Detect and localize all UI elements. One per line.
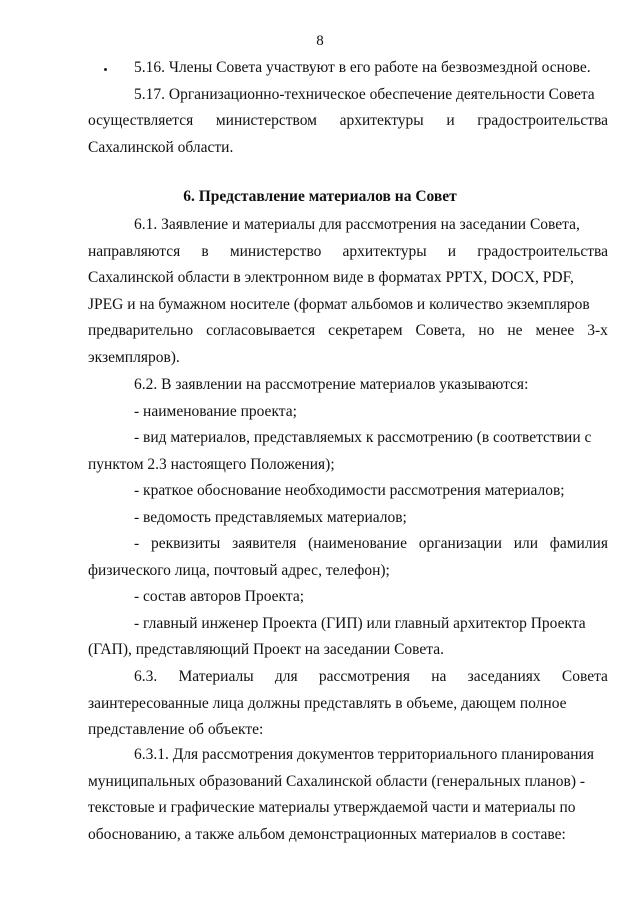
list-item-continuation: (ГАП), представляющий Проект на заседании Совета. [88,641,444,658]
paragraph-6-1 [88,212,608,371]
paragraph-5-17-line-1: 5.17. Организационно-техническое обеспечение деятельности Совета [134,85,595,103]
word: 6.3. [134,668,158,685]
paragraph-6-3-1-line-2: муниципальных образований Сахалинской области (генеральных планов) - [88,772,586,790]
paragraph-6-3-1 [88,742,608,848]
word: 3-х [587,322,608,339]
word: заседаниях [467,668,541,685]
word: фамилия [549,535,608,552]
paragraph-6-1-line-5 [88,318,608,345]
paragraph-6-3-line-2: заинтересованные лица должны представлять в объеме, дающем полное [88,694,567,712]
paragraph-6-1-line-3: Сахалинской области в электронном виде в форматах PPTX, DOCX, PDF, [88,269,574,286]
list-item: - состав авторов Проекта; [134,588,305,605]
word: не [507,322,523,339]
word: - [134,535,140,552]
paragraph-5-17-line-2 [88,108,608,135]
list-item: - вид материалов, представляемых к рассмотрению (в соответствии с [134,429,592,446]
word: организации [418,535,502,552]
paragraph-6-1-line-4: JPEG и на бумажном носителе (формат альбомов и количество экземпляров [88,295,590,313]
word: архитектуры [342,242,427,260]
list-item-continuation: физического лица, почтовый адрес, телефон); [88,561,390,579]
paragraph-6-2 [88,372,608,664]
word: градостроительства [477,112,608,129]
word: согласовывается [206,322,316,339]
word: осуществляется [88,112,194,129]
list-item: - наименование проекта; [134,402,297,420]
word: или [513,535,539,552]
paragraph-6-3-1-line-4: обоснованию, а также альбом демонстрационных материалов в составе: [88,825,566,843]
paragraph-6-1-line-6: экземпляров). [88,348,180,366]
list-item-continuation: пунктом 2.3 настоящего Положения); [88,455,335,473]
paragraph-6-3-1-line-1: 6.3.1. Для рассмотрения документов территориального планирования [134,746,594,763]
word: реквизиты [150,535,221,552]
word: и [447,242,457,260]
list-item [88,531,608,558]
paragraph-5-17-line-3: Сахалинской области. [88,138,234,156]
word: предварительно [88,322,194,339]
word: (наименование [308,535,407,552]
paragraph-5-16-5-17 [88,55,608,161]
word: градостроительства [477,242,608,260]
word: менее [535,322,575,339]
word: и [446,112,455,129]
paragraph-6-3-line-1 [88,664,608,691]
paragraph-6-2-intro: 6.2. В заявлении на рассмотрение материалов указываются: [134,376,529,393]
word: направляются [88,242,181,260]
word: министерством [215,112,317,129]
word: архитектуры [339,112,424,129]
paragraph-6-1-line-2 [88,239,608,266]
word: Совета [561,668,608,685]
word: заявителя [232,535,297,552]
paragraph-5-16: 5.16. Члены Совета участвуют в его работе на безвозмездной основе. [134,59,591,76]
list-item: - главный инженер Проекта (ГИП) или главный архитектор Проекта [134,614,586,632]
section-6-heading: 6. Представление материалов на Совет [183,188,457,205]
word: на [431,668,447,685]
list-item: - краткое обоснование необходимости рассмотрения материалов; [134,482,565,499]
word: но [478,322,495,339]
paragraph-6-1-line-1: 6.1. Заявление и материалы для рассмотрения на заседании Совета, [134,216,580,233]
list-item: - ведомость представляемых материалов; [134,508,407,526]
word: Материалы [178,668,254,685]
word: для [274,668,298,685]
word: министерство [229,242,322,260]
paragraph-6-3-line-3: представление об объекте: [88,721,264,738]
word: в [201,242,209,260]
word: секретарем [328,322,403,339]
word: рассмотрения [318,668,410,685]
paragraph-6-3-1-line-3: текстовые и графические материалы утверждаемой части и материалы по [88,799,576,816]
paragraph-6-3 [88,664,608,744]
page-number: 8 [316,33,324,49]
word: Совета, [415,322,466,339]
